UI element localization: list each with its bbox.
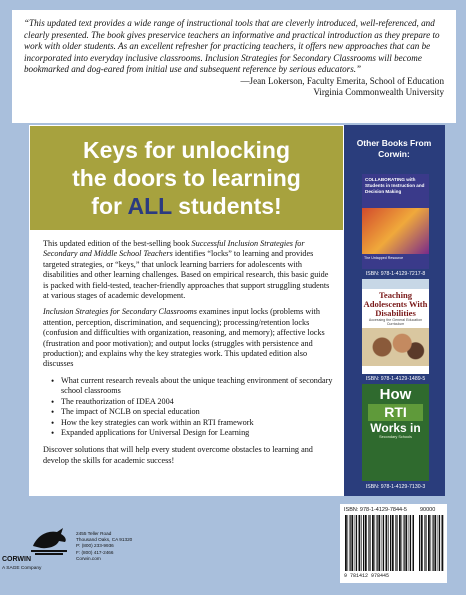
quote-text: “This updated text provides a wide range of instructional tools that are cleverly introduced, well-referenced, and clearly presented. The book gives preservice teachers an informative and practical introduction as they prepare to work with older students. As an excellent refresher for practicing teachers, it offers new approaches that can be incorporated into everyday inclusive classrooms. Inclusion Strategies for Secondary Classrooms will become bookmarked and dog-eared from initial use and subsequent reference by serious educators.” <box>24 18 440 75</box>
barcode-bar <box>355 515 356 571</box>
barcode-bar <box>421 515 423 571</box>
list-item: • The reauthorization of IDEA 2004 <box>51 397 334 407</box>
barcode-bar <box>369 515 370 571</box>
barcode-bar <box>372 515 374 571</box>
price-barcode-icon <box>418 515 444 571</box>
barcode-bar <box>359 515 361 571</box>
barcode-bar <box>425 515 426 571</box>
quote-attribution <box>24 76 444 99</box>
barcode-digits: 9 781412 978445 <box>344 573 390 579</box>
list-item: • What current research reveals about the unique teaching environment of secondary school classrooms <box>51 376 334 397</box>
barcode-bar <box>413 515 415 571</box>
book-cover-title: COLLABORATING with Students in Instruction and Decision Making <box>362 174 429 208</box>
barcode-bar <box>388 515 389 571</box>
barcode-bar <box>382 515 383 571</box>
barcode-bar <box>350 515 351 571</box>
description-paragraph-1 <box>43 239 334 301</box>
p1-lead: This updated edition of the best-selling book <box>43 239 192 248</box>
p1-rest: identifies “locks” to learning and provides targeted strategies, or “keys,” that unlock learning barriers for adolescents with disabilities and other learning challenges. Based on empirical research, this basic guide is packed with field-tested, teacher-friendly approaches that support struggling students at various stages of academic development. <box>43 249 330 301</box>
barcode-bar <box>363 515 364 571</box>
headline-line-3-pre: for <box>91 193 128 219</box>
headline-band <box>29 125 344 231</box>
barcode-bar <box>390 515 391 571</box>
book-cover-works-in: Works in <box>370 421 421 435</box>
book-isbn-1: ISBN: 978-1-4129-7217-8 <box>365 271 426 277</box>
other-books-heading: Other Books From Corwin: <box>356 138 432 159</box>
barcode-bar <box>351 515 353 571</box>
barcode-bar <box>396 515 397 571</box>
list-item: • How the key strategies can work within an RTI framework <box>51 418 334 428</box>
book-cover-subtitle: Secondary Schools <box>379 435 412 439</box>
barcode-bar <box>368 515 369 571</box>
book-cover-art <box>362 208 429 254</box>
book-cover-subtitle: The Untapped Resource <box>362 254 429 269</box>
address-line: Thousand Oaks, CA 91320 <box>76 537 133 543</box>
headline-line-1: Keys for unlocking <box>82 137 291 163</box>
list-item: • The impact of NCLB on special education <box>51 407 334 417</box>
barcode-bar <box>402 515 403 571</box>
p2-rest: examines input locks (problems with attention, perception, discrimination, and sequencing); processing/retention locks (confusion and difficulties with organization, reasoning, and memory); affective locks (frustration and poor motivation); and output locks (struggles with persistence and production); and explains why the key strategies work. This updated edition also discusses <box>43 307 325 369</box>
publisher-tagline: A SAGE Company <box>2 566 42 571</box>
barcode-isbn: ISBN: 978-1-4129-7844-5 <box>344 507 407 513</box>
list-item: • Expanded applications for Universal Design for Learning <box>51 428 334 438</box>
barcode-bar <box>404 515 405 571</box>
address-line: F: (800) 417-2466 <box>76 549 114 555</box>
headline-accent: ALL <box>127 193 172 219</box>
book-cover-photo <box>362 328 429 366</box>
book-cover-how: How <box>379 386 412 403</box>
headline-line-2: the doors to learning <box>72 165 301 191</box>
book-cover-subtitle: Accessing the General Education Curriculum <box>368 318 423 326</box>
description-paragraph-2 <box>43 307 334 369</box>
p2-book-title: Inclusion Strategies for Secondary Classrooms <box>43 307 197 317</box>
description-paragraph-3: Discover solutions that will help every student overcome obstacles to learning and develop the skills for academic success! <box>43 445 313 465</box>
barcode-bar <box>345 515 347 571</box>
barcode-bar <box>419 515 420 571</box>
barcode-icon <box>344 515 414 571</box>
book-cover-title: Teaching Adolescents With Disabilities <box>363 290 428 318</box>
barcode-bar <box>386 515 388 571</box>
endorsement-quote <box>12 10 456 123</box>
barcode-bar <box>392 515 394 571</box>
barcode-bar <box>375 515 376 571</box>
address-line: P: (800) 233-9936 <box>76 543 114 549</box>
barcode-price-code: 90000 <box>420 507 436 513</box>
quote-affiliation: Virginia Commonwealth University <box>313 87 444 98</box>
barcode-bar <box>356 515 357 571</box>
publisher-name: CORWIN <box>2 556 32 563</box>
barcode-bar <box>442 515 444 571</box>
barcode-bar <box>377 515 378 571</box>
address-line: 2455 Teller Road <box>76 531 112 536</box>
barcode-bar <box>361 515 362 571</box>
barcode-bar <box>383 515 384 571</box>
barcode-bar <box>378 515 380 571</box>
barcode-bar <box>399 515 401 571</box>
barcode-bar <box>433 515 434 571</box>
barcode-box <box>340 504 447 583</box>
barcode-bar <box>431 515 432 571</box>
headline-line-3-post: students! <box>171 193 282 219</box>
headline-line-3 <box>91 192 281 220</box>
book-description <box>29 231 344 496</box>
quote-author: —Jean Lokerson, Faculty Emerita, School of Education <box>240 75 444 86</box>
p1-book-title: Successful Inclusion Strategies for Secondary and Middle School Teachers <box>43 239 305 259</box>
barcode-bar <box>405 515 407 571</box>
barcode-bar <box>348 515 349 571</box>
barcode-bar <box>434 515 436 571</box>
book-cover-collaborating <box>362 174 429 269</box>
book-cover-rti: RTI <box>368 404 423 421</box>
barcode-bar <box>365 515 367 571</box>
publisher-address <box>76 531 146 562</box>
corwin-raven-logo-icon <box>29 524 69 556</box>
address-line: Corwin.com <box>76 555 101 561</box>
barcode-bar <box>424 515 425 571</box>
barcode-bar <box>428 515 430 571</box>
book-cover-authors-band <box>362 279 429 289</box>
book-cover-how-rti-works <box>362 384 429 481</box>
book-isbn-3: ISBN: 978-1-4129-7130-3 <box>365 484 426 490</box>
barcode-bar <box>410 515 411 571</box>
book-cover-teaching-adolescents <box>362 279 429 374</box>
barcode-bar <box>409 515 410 571</box>
barcode-bar <box>438 515 439 571</box>
barcode-bar <box>395 515 396 571</box>
barcode-bar <box>439 515 440 571</box>
book-isbn-2: ISBN: 978-1-4129-1489-5 <box>365 376 426 382</box>
topics-list <box>43 376 334 438</box>
